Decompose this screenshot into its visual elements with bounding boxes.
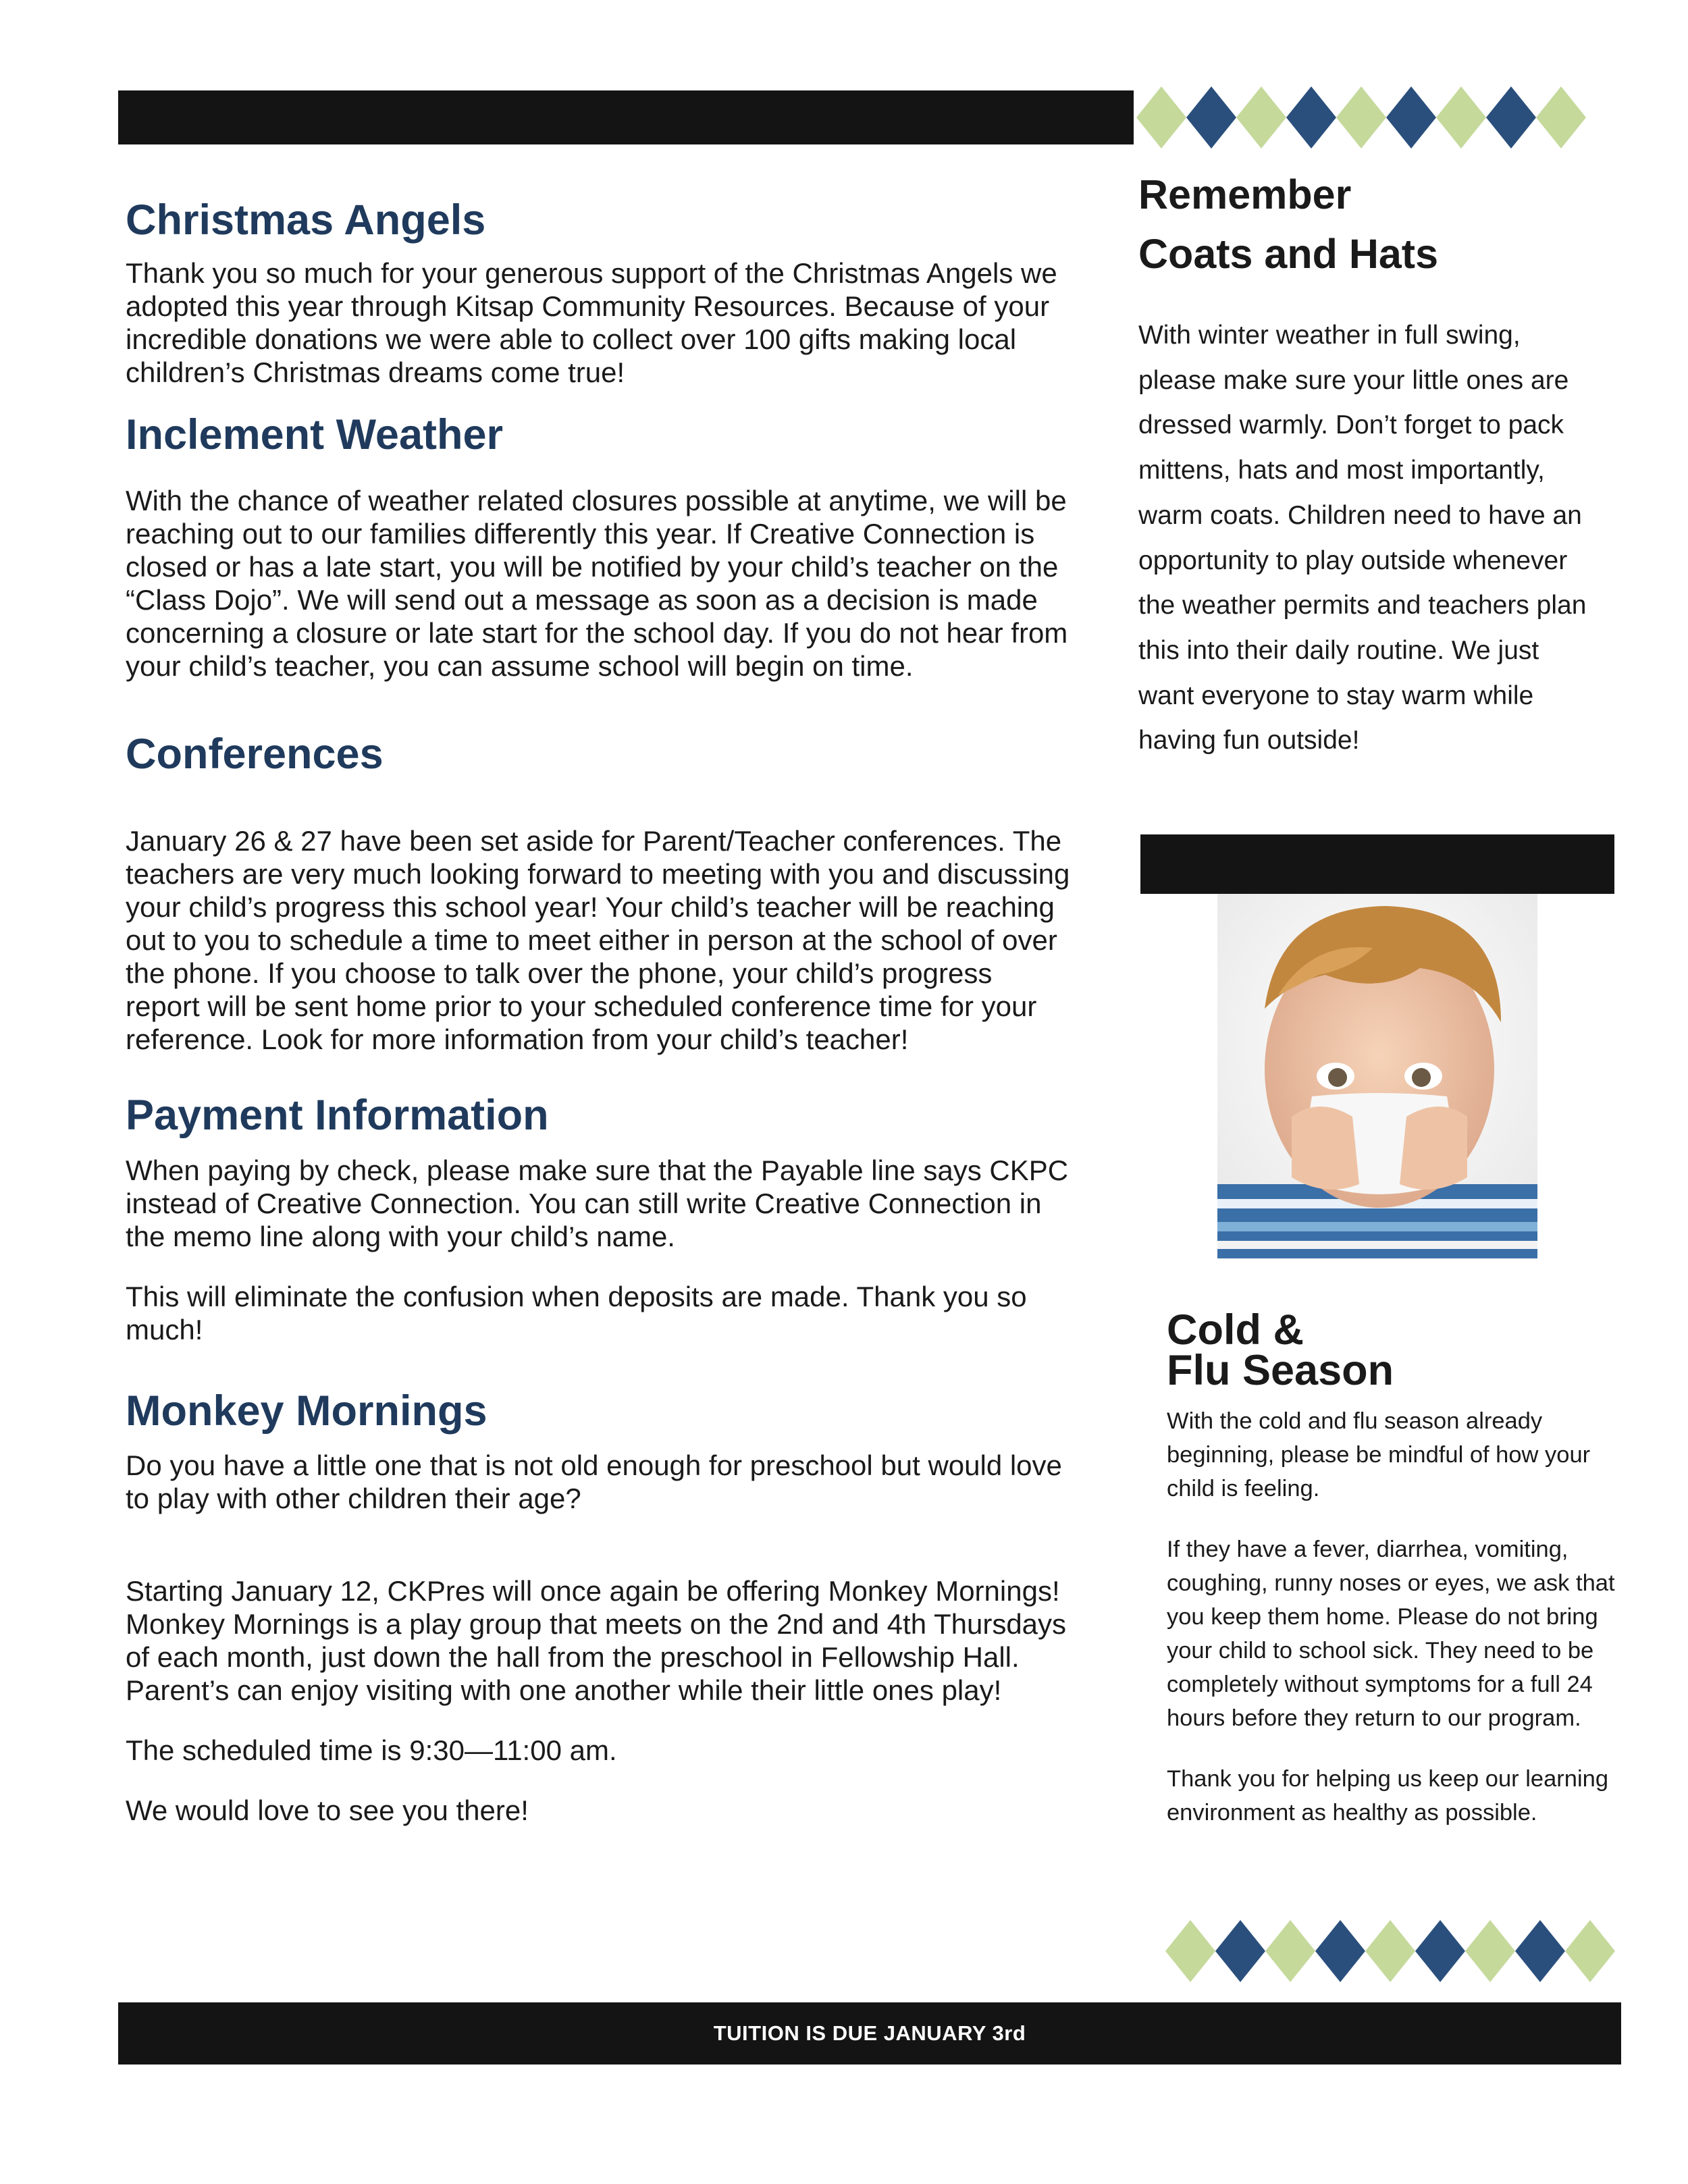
- payment-body-2: This will eliminate the confusion when deposits are made. Thank you so much!: [126, 1280, 1027, 1346]
- monkey-mornings-body-1: Do you have a little one that is not old enough for preschool but would love to play with other children their age?: [126, 1449, 1062, 1515]
- inclement-weather-body: With the chance of weather related closures possible at anytime, we will be reaching out to our families differently this year. If Creative Connection is closed or has a late start, you will be notified by your child’s teacher on the “Class Dojo”. We will send out a message as soon as a decision is made concerning a closure or late start for the school day. If you do not hear from your child’s teacher, you can assume school will begin on time.: [126, 484, 1068, 682]
- diamond-sage: [1536, 86, 1586, 149]
- diamond-sage: [1165, 1920, 1215, 1982]
- diamond-border-bottom: [1165, 1920, 1622, 1982]
- coats-heading-line1: Remember: [1138, 171, 1352, 217]
- diamond-navy: [1315, 1920, 1365, 1982]
- diamond-sage: [1465, 1920, 1515, 1982]
- coats-heading-line2: Coats and Hats: [1138, 231, 1439, 277]
- diamond-navy: [1286, 86, 1336, 149]
- flu-heading-line1: Cold &: [1167, 1306, 1304, 1354]
- flu-heading-line2: Flu Season: [1167, 1347, 1394, 1394]
- tuition-banner: [118, 2002, 1621, 2065]
- main-column: [126, 196, 1071, 1827]
- diamond-navy: [1415, 1920, 1465, 1982]
- diamond-sage: [1136, 86, 1186, 149]
- cold-flu-body-2: If they have a fever, diarrhea, vomiting, coughing, runny noses or eyes, we ask that you keep them home. Please do not bring your child to school sick. They need to be completely without symptoms for a full 24 hours before they return to our program.: [1167, 1537, 1615, 1731]
- diamond-sage: [1336, 86, 1386, 149]
- diamond-border-top: [1136, 86, 1593, 149]
- monkey-mornings-closing: We would love to see you there!: [126, 1794, 529, 1827]
- monkey-mornings-body-2: Starting January 12, CKPres will once again be offering Monkey Mornings! Monkey Mornings is a play group that meets on the 2nd and 4th Thursdays of each month, just down the hall from the preschool in Fellowship Hall. Parent’s can enjoy visiting with one another while their little ones play!: [126, 1575, 1067, 1707]
- cold-flu-body-1: With the cold and flu season already beginning, please be mindful of how your child is feeling.: [1167, 1408, 1591, 1501]
- conferences-body: January 26 & 27 have been set aside for Parent/Teacher conferences. The teachers are very much looking forward to meeting with you and discussing your child’s progress this school year! Your child’s teacher will be reaching out to you to schedule a time to meet either in person at the school of over the phone. If you choose to talk over the phone, your child’s progress report will be sent home prior to your scheduled conference time for your reference. Look for more information from your child’s teacher!: [126, 825, 1070, 1056]
- diamond-sage: [1365, 1920, 1415, 1982]
- monkey-mornings-time: The scheduled time is 9:30—11:00 am.: [126, 1734, 617, 1767]
- payment-heading: Payment Information: [126, 1092, 549, 1140]
- conferences-heading: Conferences: [126, 730, 384, 778]
- coats-hats-body: With winter weather in full swing, please make sure your little ones are dressed warmly. Don’t forget to pack mittens, hats and most importantly, warm coats. Children need to have an opportunity to play outside whenever the weather permits and teachers plan this into their daily routine. We just want everyone to stay warm while having fun outside!: [1138, 321, 1587, 755]
- diamond-navy: [1515, 1920, 1565, 1982]
- sidebar-bar: [1140, 834, 1614, 894]
- diamond-sage: [1436, 86, 1486, 149]
- diamond-sage: [1236, 86, 1286, 149]
- monkey-mornings-heading: Monkey Mornings: [126, 1387, 487, 1435]
- coats-hats-section: [1138, 165, 1598, 764]
- cold-flu-section: [1167, 1306, 1626, 1830]
- diamond-sage: [1565, 1920, 1615, 1982]
- christmas-angels-body: Thank you so much for your generous support of the Christmas Angels we adopted this year through Kitsap Community Resources. Because of your incredible donations we were able to collect over 100 gifts making local children’s Christmas dreams come true!: [126, 257, 1057, 389]
- diamond-navy: [1215, 1920, 1265, 1982]
- header-bar: [118, 90, 1134, 144]
- cold-flu-body-3: Thank you for helping us keep our learning environment as healthy as possible.: [1167, 1766, 1609, 1826]
- inclement-weather-heading: Inclement Weather: [126, 411, 504, 459]
- diamond-navy: [1486, 86, 1536, 149]
- christmas-angels-heading: Christmas Angels: [126, 196, 486, 244]
- tuition-banner-text: TUITION IS DUE JANUARY 3rd: [713, 2021, 1026, 2045]
- child-sneezing-photo: [1217, 894, 1537, 1258]
- diamond-navy: [1386, 86, 1436, 149]
- payment-body-1: When paying by check, please make sure that the Payable line says CKPC instead of Creative Connection. You can still write Creative Connection in the memo line along with your child’s name.: [126, 1154, 1069, 1252]
- diamond-sage: [1265, 1920, 1315, 1982]
- diamond-navy: [1186, 86, 1236, 149]
